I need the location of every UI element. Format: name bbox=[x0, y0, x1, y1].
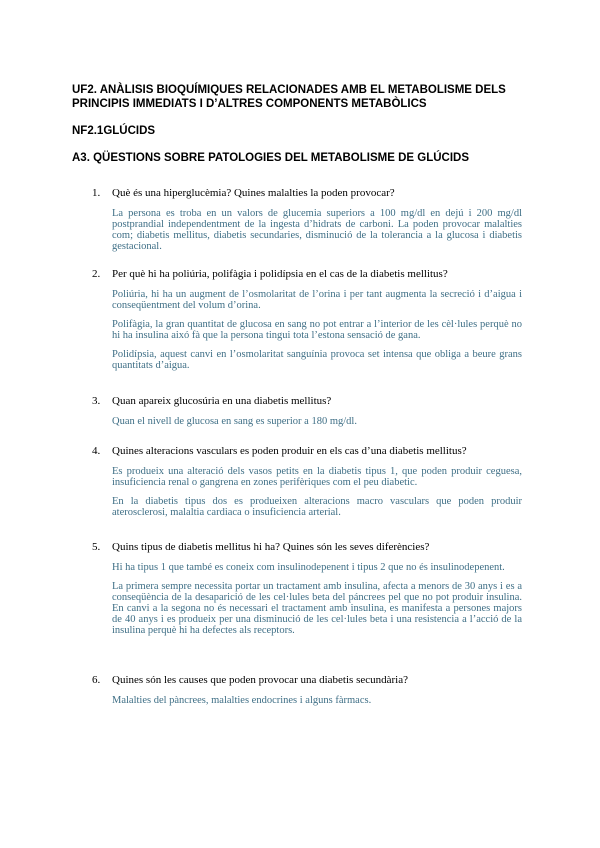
question-text: Quines són les causes que poden provocar una diabetis secundària? bbox=[112, 674, 408, 686]
question-number: 3. bbox=[92, 395, 101, 407]
answer-paragraph: La persona es troba en un valors de glucemia superiors a 100 mg/dl en dejú i 200 mg/dl postprandial independentment de la ingesta d’hidrats de carboni. La poden provocar malalties com; diabetis mellitus, diabetis secundaries, disminució de la tolerancia a la glucosa i diabetis gestacional. bbox=[112, 208, 522, 252]
question-text: Quins tipus de diabetis mellitus hi ha? Quines són les seves diferències? bbox=[112, 541, 430, 553]
question-5 bbox=[92, 541, 542, 636]
question-text: Quan apareix glucosúria en una diabetis mellitus? bbox=[112, 395, 332, 407]
answer-paragraph: Es produeix una alteració dels vasos petits en la diabetis tipus 1, que poden produir ceguesa, insuficiencia renal o gangrena en zones perifèriques com el peu diabetic. bbox=[112, 466, 522, 488]
question-number: 5. bbox=[92, 541, 101, 553]
answer-paragraph: Polifàgia, la gran quantitat de glucosa en sang no pot entrar a l’interior de les cèl·lules perquè no hi ha insulina aixó fà que la persona tingui tota l’estona sensació de gana. bbox=[112, 319, 522, 341]
question-text: Quines alteracions vasculars es poden produir en els cas d’una diabetis mellitus? bbox=[112, 445, 467, 457]
module-heading: NF2.1GLÚCIDS bbox=[72, 125, 156, 137]
answer-paragraph: Polidípsia, aquest canvi en l’osmolaritat sanguínia provoca set intensa que obliga a beure grans quantitats d’aigua. bbox=[112, 349, 522, 371]
document-title: UF2. ANÀLISIS BIOQUÍMIQUES RELACIONADES AMB EL METABOLISME DELS PRINCIPIS IMMEDIATS I D’ALTRES COMPONENTS METABÒLICS bbox=[72, 84, 506, 110]
activity-heading: A3. QÜESTIONS SOBRE PATOLOGIES DEL METABOLISME DE GLÚCIDS bbox=[72, 152, 470, 164]
question-6 bbox=[92, 674, 542, 706]
question-1 bbox=[92, 187, 542, 252]
answer-paragraph: Quan el nivell de glucosa en sang es superior a 180 mg/dl. bbox=[112, 416, 357, 427]
answer-paragraph: Hi ha tipus 1 que també es coneix com insulinodepenent i tipus 2 que no és insulinodepenent. bbox=[112, 562, 505, 573]
question-3 bbox=[92, 395, 542, 427]
question-number: 1. bbox=[92, 187, 101, 199]
answer-paragraph: En la diabetis tipus dos es produeixen alteracions macro vasculars que poden produir aterosclerosi, malaltia cardiaca o insuficiencia arterial. bbox=[112, 496, 522, 518]
answer-paragraph: Poliúria, hi ha un augment de l’osmolaritat de l’orina i per tant augmenta la secreció i d’aigua i conseqüentment del volum d’orina. bbox=[112, 289, 522, 311]
question-4 bbox=[92, 445, 542, 518]
question-text: Per què hi ha poliúria, polifàgia i polidípsia en el cas de la diabetis mellitus? bbox=[112, 268, 448, 280]
question-number: 4. bbox=[92, 445, 101, 457]
question-2 bbox=[92, 268, 542, 371]
answer-paragraph: La primera sempre necessita portar un tractament amb insulina, afecta a menors de 30 anys i es a conseqüència de la desaparició de les cel·lules beta del páncrees pel que no pot produir insulina. En canvi a la segona no és necessari el tractament amb insulina, es manifesta a persones majors de 40 anys i es produeix per una disminució de les cel·lules beta i una resistencia a l’acció de la insulina perquè hi ha defectes als receptors. bbox=[112, 581, 522, 636]
answer-paragraph: Malalties del pàncrees, malalties endocrines i alguns fàrmacs. bbox=[112, 695, 372, 706]
question-number: 6. bbox=[92, 674, 101, 686]
question-number: 2. bbox=[92, 268, 101, 280]
question-text: Què és una hiperglucèmia? Quines malalties la poden provocar? bbox=[112, 187, 395, 199]
